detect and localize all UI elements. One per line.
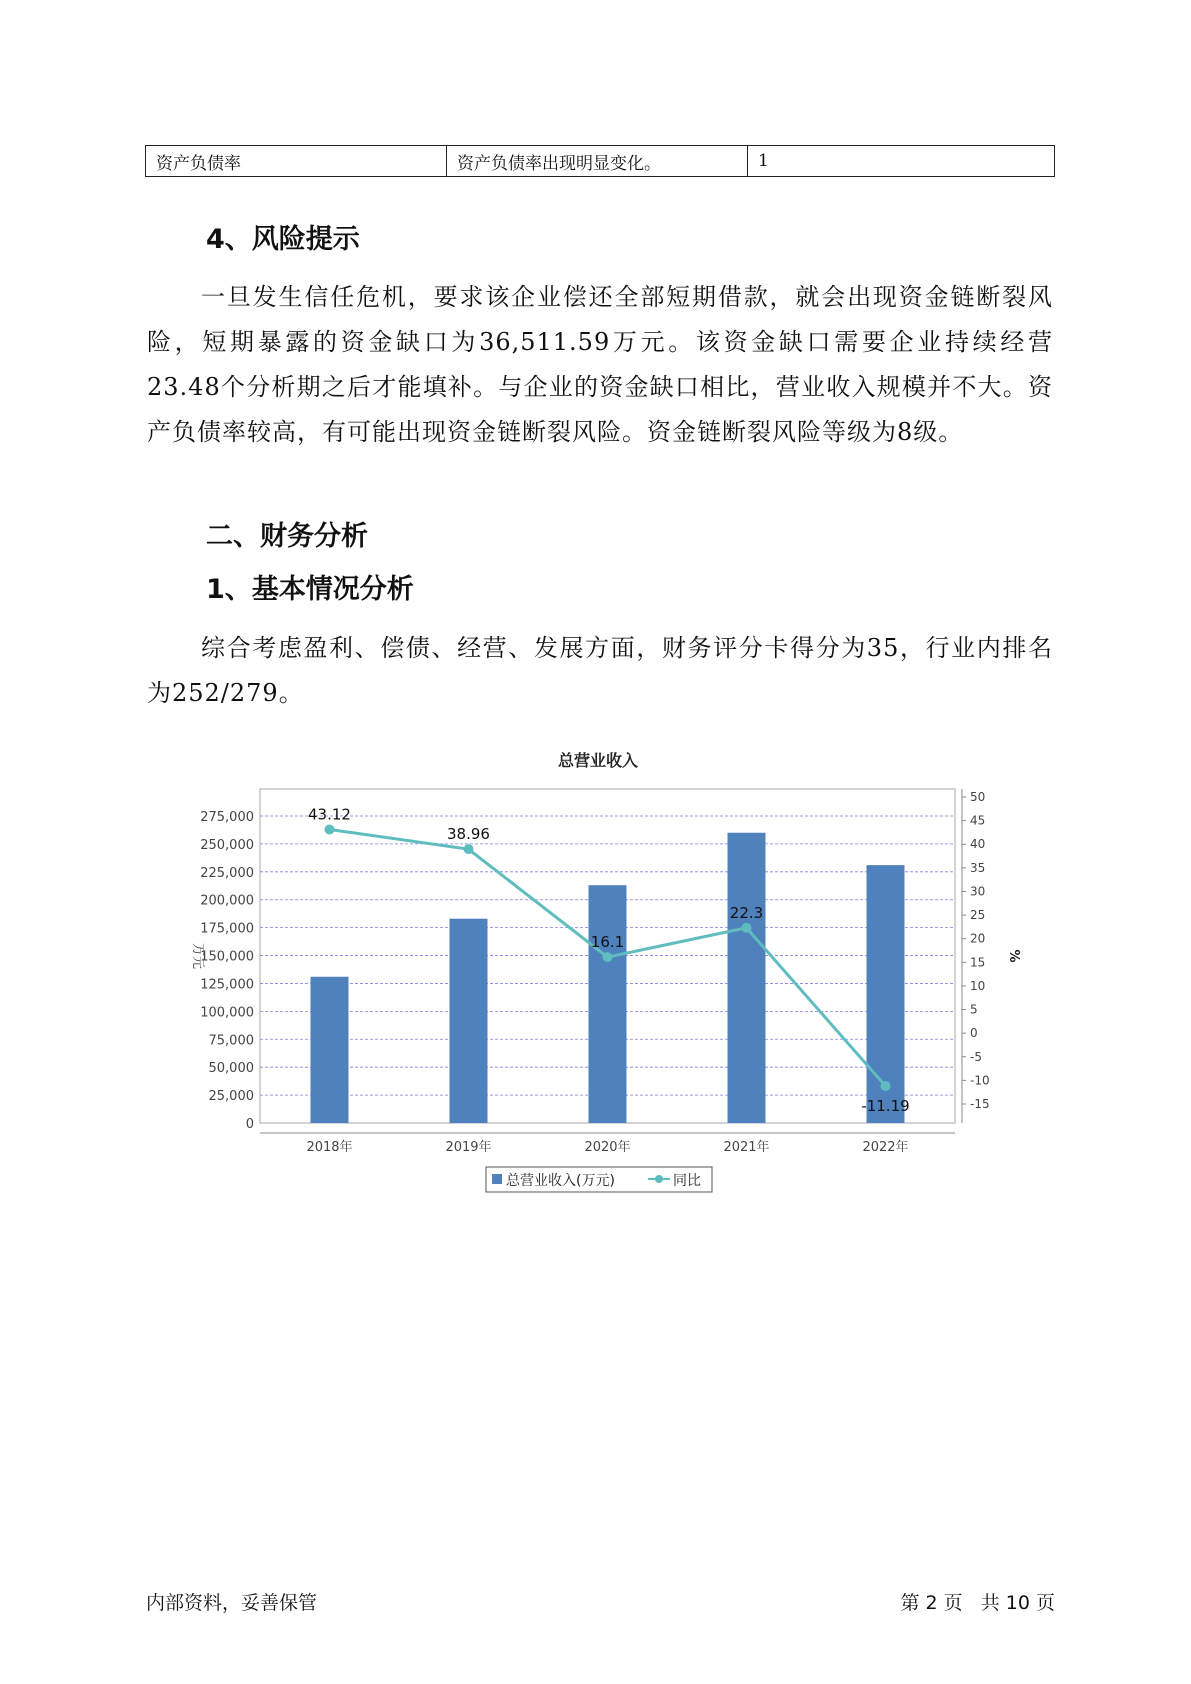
y-tick-label: 225,000 [200, 865, 254, 881]
legend [486, 1167, 712, 1192]
y-tick-label: 175,000 [200, 921, 254, 937]
y-tick-label: 50,000 [208, 1061, 254, 1077]
y-tick-label: 75,000 [208, 1033, 254, 1049]
y-axis-label: 万元 [190, 942, 205, 970]
y2-tick-label: -10 [970, 1073, 990, 1088]
footer-page-number: 第 2 页 共 10 页 [900, 1592, 1055, 1614]
y2-tick-label: -15 [970, 1097, 990, 1111]
y2-tick-label: 0 [970, 1026, 978, 1041]
y-tick-label: 0 [245, 1117, 254, 1132]
bar [311, 977, 349, 1123]
y-tick-label: 275,000 [200, 810, 254, 825]
y2-tick-label: 35 [970, 860, 986, 875]
y-tick-label: 25,000 [208, 1089, 254, 1105]
heading-basic-analysis: 1、基本情况分析 [206, 574, 414, 605]
y-tick-label: 100,000 [200, 1005, 254, 1021]
yoy-data-label: 38.96 [447, 825, 490, 844]
y2-tick-label: 5 [970, 1002, 978, 1017]
yoy-point [464, 844, 474, 854]
table-cell-score: 1 [748, 146, 1055, 177]
right-axis-ticks [962, 790, 990, 1111]
y-tick-label: 125,000 [200, 977, 254, 993]
y-tick-label: 200,000 [200, 893, 254, 909]
yoy-data-label: 43.12 [308, 805, 351, 824]
y2-tick-label: 50 [970, 790, 986, 804]
left-axis-ticks [200, 810, 254, 1132]
y2-tick-label: 40 [970, 837, 986, 852]
y2-tick-label: 20 [970, 931, 986, 946]
bar [450, 919, 488, 1123]
y2-tick-label: 30 [970, 884, 986, 899]
heading-risk: 4、风险提示 [206, 224, 360, 255]
y2-axis-label: % [1006, 949, 1021, 963]
legend-bar-label: 总营业收入(万元) [506, 1173, 615, 1189]
bar-series [311, 833, 905, 1123]
x-tick-label: 2020年 [584, 1140, 631, 1155]
legend-line-marker [655, 1175, 663, 1183]
chart-title: 总营业收入 [557, 751, 639, 770]
y2-tick-label: 45 [970, 813, 986, 828]
y2-tick-label: 25 [970, 908, 986, 923]
x-tick-label: 2021年 [723, 1140, 770, 1155]
x-axis-ticks [260, 1133, 955, 1155]
yoy-data-label: -11.19 [861, 1097, 910, 1116]
y-tick-label: 250,000 [200, 837, 254, 853]
y2-tick-label: -5 [970, 1049, 982, 1064]
basic-paragraph: 综合考虑盈利、偿债、经营、发展方面，财务评分卡得分为35，行业内排名为252/279。 [147, 634, 1053, 707]
yoy-point [881, 1081, 891, 1091]
yoy-point [603, 952, 613, 962]
y2-tick-label: 10 [970, 978, 986, 993]
heading-financial-analysis: 二、财务分析 [206, 521, 368, 552]
yoy-data-label: 16.1 [590, 933, 625, 952]
x-tick-label: 2022年 [862, 1140, 909, 1155]
x-tick-label: 2019年 [445, 1140, 492, 1155]
footer-left: 内部资料，妥善保管 [146, 1592, 318, 1614]
yoy-point [325, 824, 335, 834]
bar [728, 833, 766, 1123]
table-cell-description: 资产负债率出现明显变化。 [447, 146, 748, 177]
yoy-data-label: 22.3 [729, 903, 764, 922]
y2-tick-label: 15 [970, 955, 986, 970]
x-tick-label: 2018年 [306, 1140, 353, 1155]
legend-line-label: 同比 [673, 1173, 701, 1189]
risk-paragraph: 一旦发生信任危机，要求该企业偿还全部短期借款，就会出现资金链断裂风险，短期暴露的资金缺口为36,511.59万元。该资金缺口需要企业持续经营 23.48个分析期之后才能填补。与企业的资金缺口相比，营业收入规模并不大。资产负债率较高，有可能出现资金链断裂风险。资金链断裂风险等级为8级。 [147, 283, 1053, 446]
bar [589, 885, 627, 1123]
yoy-point [742, 923, 752, 933]
table-cell-indicator: 资产负债率 [146, 146, 447, 177]
legend-bar-swatch [492, 1174, 502, 1184]
y-tick-label: 150,000 [200, 949, 254, 965]
